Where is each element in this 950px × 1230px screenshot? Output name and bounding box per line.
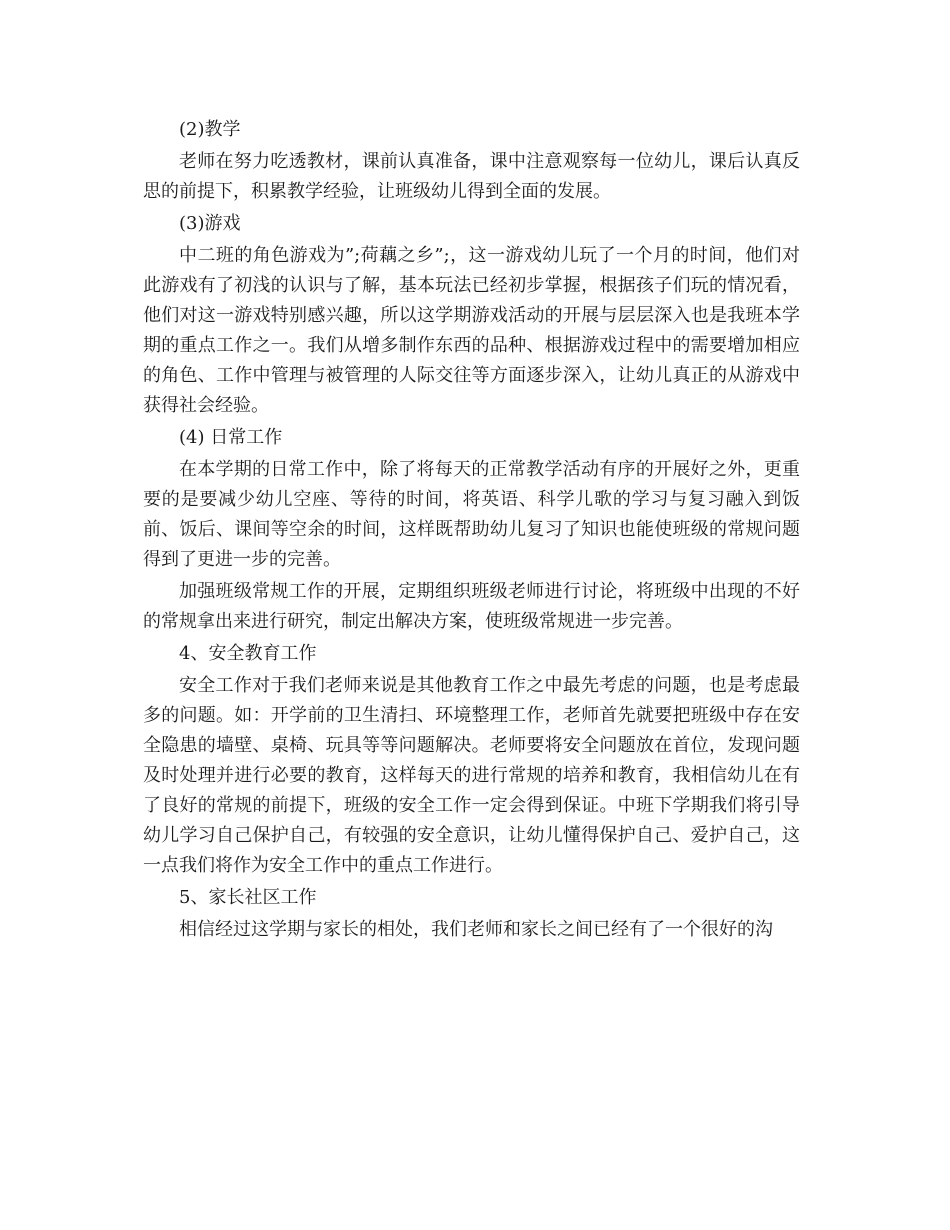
- section-heading-daily-work: (4) 日常工作: [179, 427, 283, 448]
- section-heading-games: (3)游戏: [179, 213, 241, 234]
- section-heading-safety: 4、安全教育工作: [179, 643, 317, 664]
- section-heading-teaching: (2)教学: [179, 119, 241, 140]
- paragraph-safety: 安全工作对于我们老师来说是其他教育工作之中最先考虑的问题，也是考虑最多的问题。如：开学前的卫生清扫、环境整理工作，老师首先就要把班级中存在安全隐患的墙壁、桌椅、玩具等等问题解决。老师要将安全问题放在首位，发现问题及时处理并进行必要的教育，这样每天的进行常规的培养和教育，我相信幼儿在有了良好的常规的前提下，班级的安全工作一定会得到保证。中班下学期我们将引导幼儿学习自己保护自己，有较强的安全意识，让幼儿懂得保护自己、爱护自己，这一点我们将作为安全工作中的重点工作进行。: [143, 675, 800, 876]
- paragraph-parents-community: 相信经过这学期与家长的相处，我们老师和家长之间已经有了一个很好的沟: [179, 919, 773, 940]
- paragraph-games: 中二班的角色游戏为”;荷藕之乡”;，这一游戏幼儿玩了一个月的时间，他们对此游戏有了初浅的认识与了解，基本玩法已经初步掌握，根据孩子们玩的情况看，他们对这一游戏特别感兴趣，所以这学期游戏活动的开展与层层深入也是我班本学期的重点工作之一。我们从增多制作东西的品种、根据游戏过程中的需要增加相应的角色、工作中管理与被管理的人际交往等方面逐步深入，让幼儿真正的从游戏中获得社会经验。: [143, 245, 800, 416]
- paragraph-class-routine: 加强班级常规工作的开展，定期组织班级老师进行讨论，将班级中出现的不好的常规拿出来进行研究，制定出解决方案，使班级常规进一步完善。: [143, 581, 800, 632]
- paragraph-daily-work: 在本学期的日常工作中，除了将每天的正常教学活动有序的开展好之外，更重要的是要减少幼儿空座、等待的时间，将英语、科学儿歌的学习与复习融入到饭前、饭后、课间等空余的时间，这样既帮助幼儿复习了知识也能使班级的常规问题得到了更进一步的完善。: [143, 459, 800, 570]
- paragraph-teaching: 老师在努力吃透教材，课前认真准备，课中注意观察每一位幼儿，课后认真反思的前提下，积累教学经验，让班级幼儿得到全面的发展。: [143, 151, 800, 202]
- section-heading-parents-community: 5、家长社区工作: [179, 887, 317, 908]
